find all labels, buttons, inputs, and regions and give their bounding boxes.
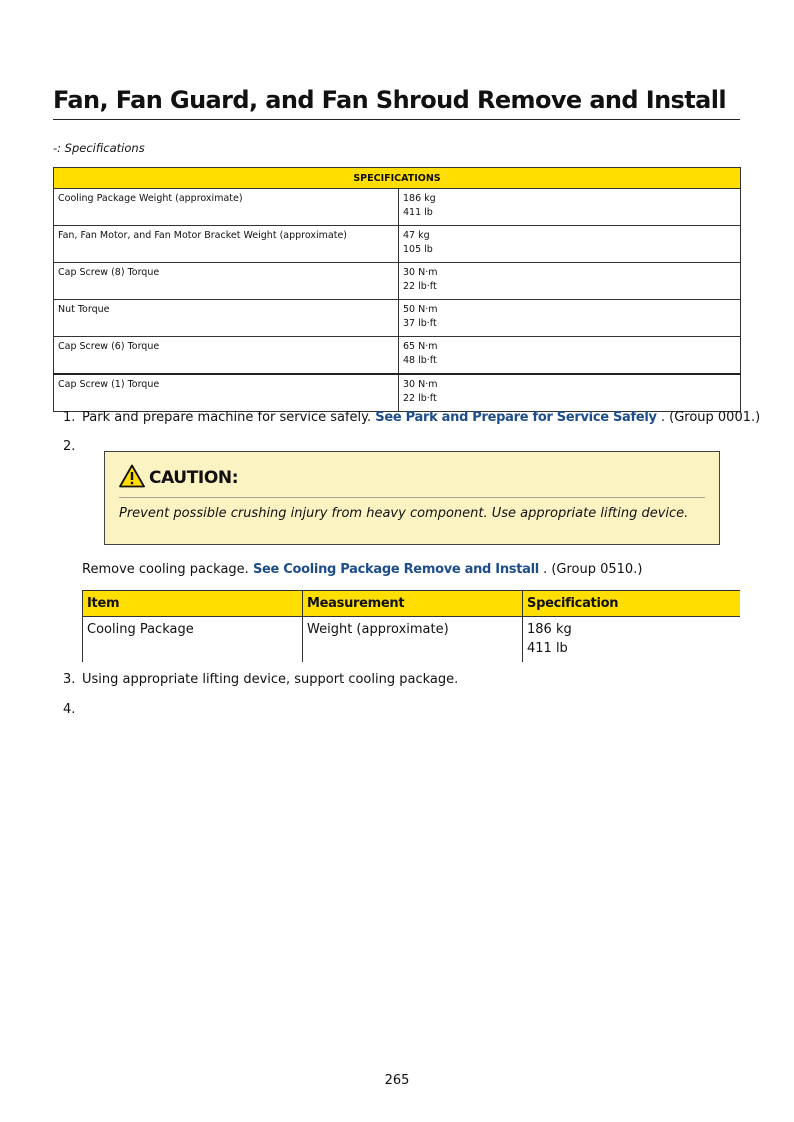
page-number: 265 [384, 1073, 410, 1088]
step-4 [63, 702, 82, 717]
column-header-specification: Specification [523, 591, 741, 617]
step-2 [63, 439, 82, 454]
remove-cooling-package-paragraph [82, 562, 642, 577]
caution-text: Prevent possible crushing injury from heavy component. Use appropriate lifting device. [119, 506, 689, 521]
spec-item: Fan, Fan Motor, and Fan Motor Bracket Weight (approximate) [54, 226, 399, 263]
spec-item: Cap Screw (1) Torque [54, 374, 399, 412]
measurement-item: Cooling Package [83, 617, 303, 663]
measurement-table [82, 590, 740, 662]
step-number: 2. [63, 439, 76, 454]
step-tail: . (Group 0001.) [660, 410, 761, 425]
measurement-spec: 186 kg 411 lb [523, 617, 741, 663]
table-row [54, 263, 741, 300]
step-number: 3. [63, 672, 76, 687]
table-row [83, 617, 741, 663]
specifications-header: SPECIFICATIONS [54, 168, 741, 189]
cooling-package-link[interactable]: See Cooling Package Remove and Install [252, 562, 539, 577]
step-1 [63, 410, 760, 425]
spec-value: 47 kg 105 lb [399, 226, 741, 263]
table-row [54, 337, 741, 375]
measurement-type: Weight (approximate) [303, 617, 523, 663]
spec-value: 50 N·m 37 lb·ft [399, 300, 741, 337]
spec-item: Cap Screw (8) Torque [54, 263, 399, 300]
spec-value: 30 N·m 22 lb·ft [399, 263, 741, 300]
spec-value: 30 N·m 22 lb·ft [399, 374, 741, 412]
table-row [54, 300, 741, 337]
step-number: 1. [63, 410, 76, 425]
step-text: Using appropriate lifting device, support cooling package. [82, 672, 459, 687]
caution-divider [119, 497, 705, 498]
paragraph-text: Remove cooling package. [82, 562, 249, 577]
table-row [54, 189, 741, 226]
step-3 [63, 672, 458, 687]
table-row [54, 226, 741, 263]
step-text: Park and prepare machine for service safely. [82, 410, 372, 425]
measurement-table-wrapper [82, 590, 740, 662]
spec-value: 186 kg 411 lb [399, 189, 741, 226]
caution-title: CAUTION: [149, 468, 239, 488]
spec-item: Cooling Package Weight (approximate) [54, 189, 399, 226]
column-header-measurement: Measurement [303, 591, 523, 617]
page-title: Fan, Fan Guard, and Fan Shroud Remove and Install [53, 86, 740, 120]
caution-header [119, 464, 238, 492]
spec-item: Nut Torque [54, 300, 399, 337]
park-and-prepare-link[interactable]: See Park and Prepare for Service Safely [375, 410, 657, 425]
paragraph-tail: . (Group 0510.) [543, 562, 643, 577]
table-header-row [83, 591, 741, 617]
warning-triangle-icon [119, 464, 145, 492]
section-subhead: -: Specifications [53, 141, 145, 155]
spec-item: Cap Screw (6) Torque [54, 337, 399, 375]
caution-box [104, 451, 720, 545]
spec-value: 65 N·m 48 lb·ft [399, 337, 741, 375]
column-header-item: Item [83, 591, 303, 617]
table-row [54, 374, 741, 412]
step-number: 4. [63, 702, 76, 717]
specifications-table [53, 167, 741, 412]
